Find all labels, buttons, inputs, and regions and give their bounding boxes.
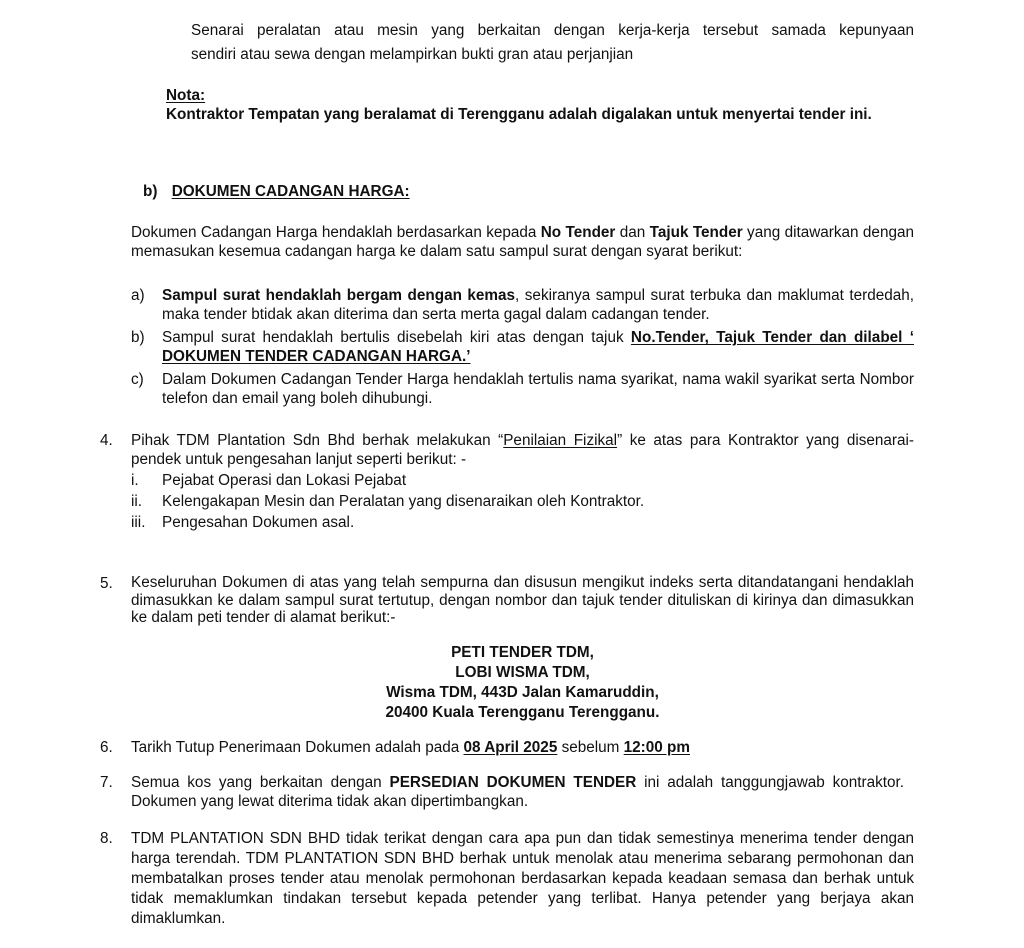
nota-block <box>166 86 914 124</box>
item-number: 8. <box>100 830 113 847</box>
section-b-paragraph: Dokumen Cadangan Harga hendaklah berdasarkan kepada No Tender dan Tajuk Tender yang ditawarkan dengan memasukan kesemua cadangan harga ke dalam satu sampul surat dengan syarat berikut: <box>131 224 914 260</box>
closing-time: 12:00 pm <box>623 739 690 756</box>
section-b-marker: b) <box>143 183 158 200</box>
intro-line-2: sendiri atau sewa dengan melampirkan bukti gran atau perjanjian <box>191 46 634 63</box>
list-item: b) Sampul surat hendaklah bertulis disebelah kiri atas dengan tajuk No.Tender, Tajuk Tender dan dilabel ‘ DOKUMEN TENDER CADANGAN HARGA.’ <box>131 329 914 365</box>
list-item: a) Sampul surat hendaklah bergam dengan kemas, sekiranya sampul surat terbuka dan maklumat terdedah, maka tender btidak akan diterima dan serta merta gagal dalam cadangan tender. <box>131 287 914 323</box>
closing-date: 08 April 2025 <box>463 739 558 756</box>
address-line: 20400 Kuala Terengganu Terengganu. <box>385 704 660 721</box>
tajuk-tender-bold: Tajuk Tender <box>649 224 743 241</box>
item-4-subitems <box>131 471 914 534</box>
intro-paragraph <box>191 21 914 64</box>
subitem: i. Pejabat Operasi dan Lokasi Pejabat <box>131 472 407 489</box>
item-5: 5. Keseluruhan Dokumen di atas yang telah sempurna dan disusun mengikut indeks serta ditandatangani hendaklah dimasukkan ke dalam sampul surat tertutup, dengan nombor dan tajuk tender dituliskan di kirinya dan dimasukkan ke dalam peti tender di alamat berikut:- <box>100 574 914 626</box>
intro-line-1: Senarai peralatan atau mesin yang berkaitan dengan kerja-kerja tersebut samada kepunyaan <box>191 22 914 39</box>
item-number: 5. <box>100 575 113 592</box>
subitem: iii. Pengesahan Dokumen asal. <box>131 514 355 531</box>
address-block <box>100 643 945 723</box>
item-8: 8. TDM PLANTATION SDN BHD tidak terikat dengan cara apa pun dan tidak semestinya menerima tender dengan harga terendah. TDM PLANTATION SDN BHD berhak untuk menolak atau menerima sebarang permohonan dan membatalkan proses tender atau menolak permohonan berdasarkan kepada keadaan semasa dan berhak untuk tidak memaklumkan tindakan tersebut kepada petender yang terlibat. Hanya petender yang berjaya akan dimaklumkan. <box>100 830 914 927</box>
nota-label: Nota: <box>166 87 206 104</box>
item-7: 7. Semua kos yang berkaitan dengan PERSEDIAN DOKUMEN TENDER ini adalah tanggungjawab kontraktor. Dokumen yang lewat diterima tidak akan dipertimbangkan. <box>100 774 905 810</box>
item-number: 6. <box>100 739 113 756</box>
item-6: 6. Tarikh Tutup Penerimaan Dokumen adalah pada 08 April 2025 sebelum 12:00 pm <box>100 739 690 756</box>
item-4: 4. Pihak TDM Plantation Sdn Bhd berhak melakukan “Penilaian Fizikal” ke atas para Kontraktor yang disenarai-pendek untuk pengesahan lanjut seperti berikut: - i. Pejabat Operasi dan Lokasi Pejabat ii. Kelengakapan Mesin dan Peralatan yang disenaraikan oleh Kontraktor. iii. Pengesahan Dokumen asal. <box>100 431 914 534</box>
no-tender-bold: No Tender <box>540 224 616 241</box>
nota-text: Kontraktor Tempatan yang beralamat di Terengganu adalah digalakan untuk menyertai tender ini. <box>166 106 872 123</box>
address-line: Wisma TDM, 443D Jalan Kamaruddin, <box>386 684 659 701</box>
address-line: PETI TENDER TDM, <box>451 644 594 661</box>
section-b-title: DOKUMEN CADANGAN HARGA: <box>171 183 410 200</box>
item-number: 7. <box>100 774 113 791</box>
persedian-dokumen-tender: PERSEDIAN DOKUMEN TENDER <box>389 774 637 791</box>
section-b-heading <box>143 182 410 201</box>
subitem: ii. Kelengakapan Mesin dan Peralatan yang disenaraikan oleh Kontraktor. <box>131 493 645 510</box>
penilaian-fizikal: Penilaian Fizikal <box>503 432 618 449</box>
item-number: 4. <box>100 432 113 449</box>
address-line: LOBI WISMA TDM, <box>455 664 590 681</box>
list-item: c) Dalam Dokumen Cadangan Tender Harga hendaklah tertulis nama syarikat, nama wakil syarikat serta Nombor telefon dan email yang boleh dihubungi. <box>131 371 914 407</box>
